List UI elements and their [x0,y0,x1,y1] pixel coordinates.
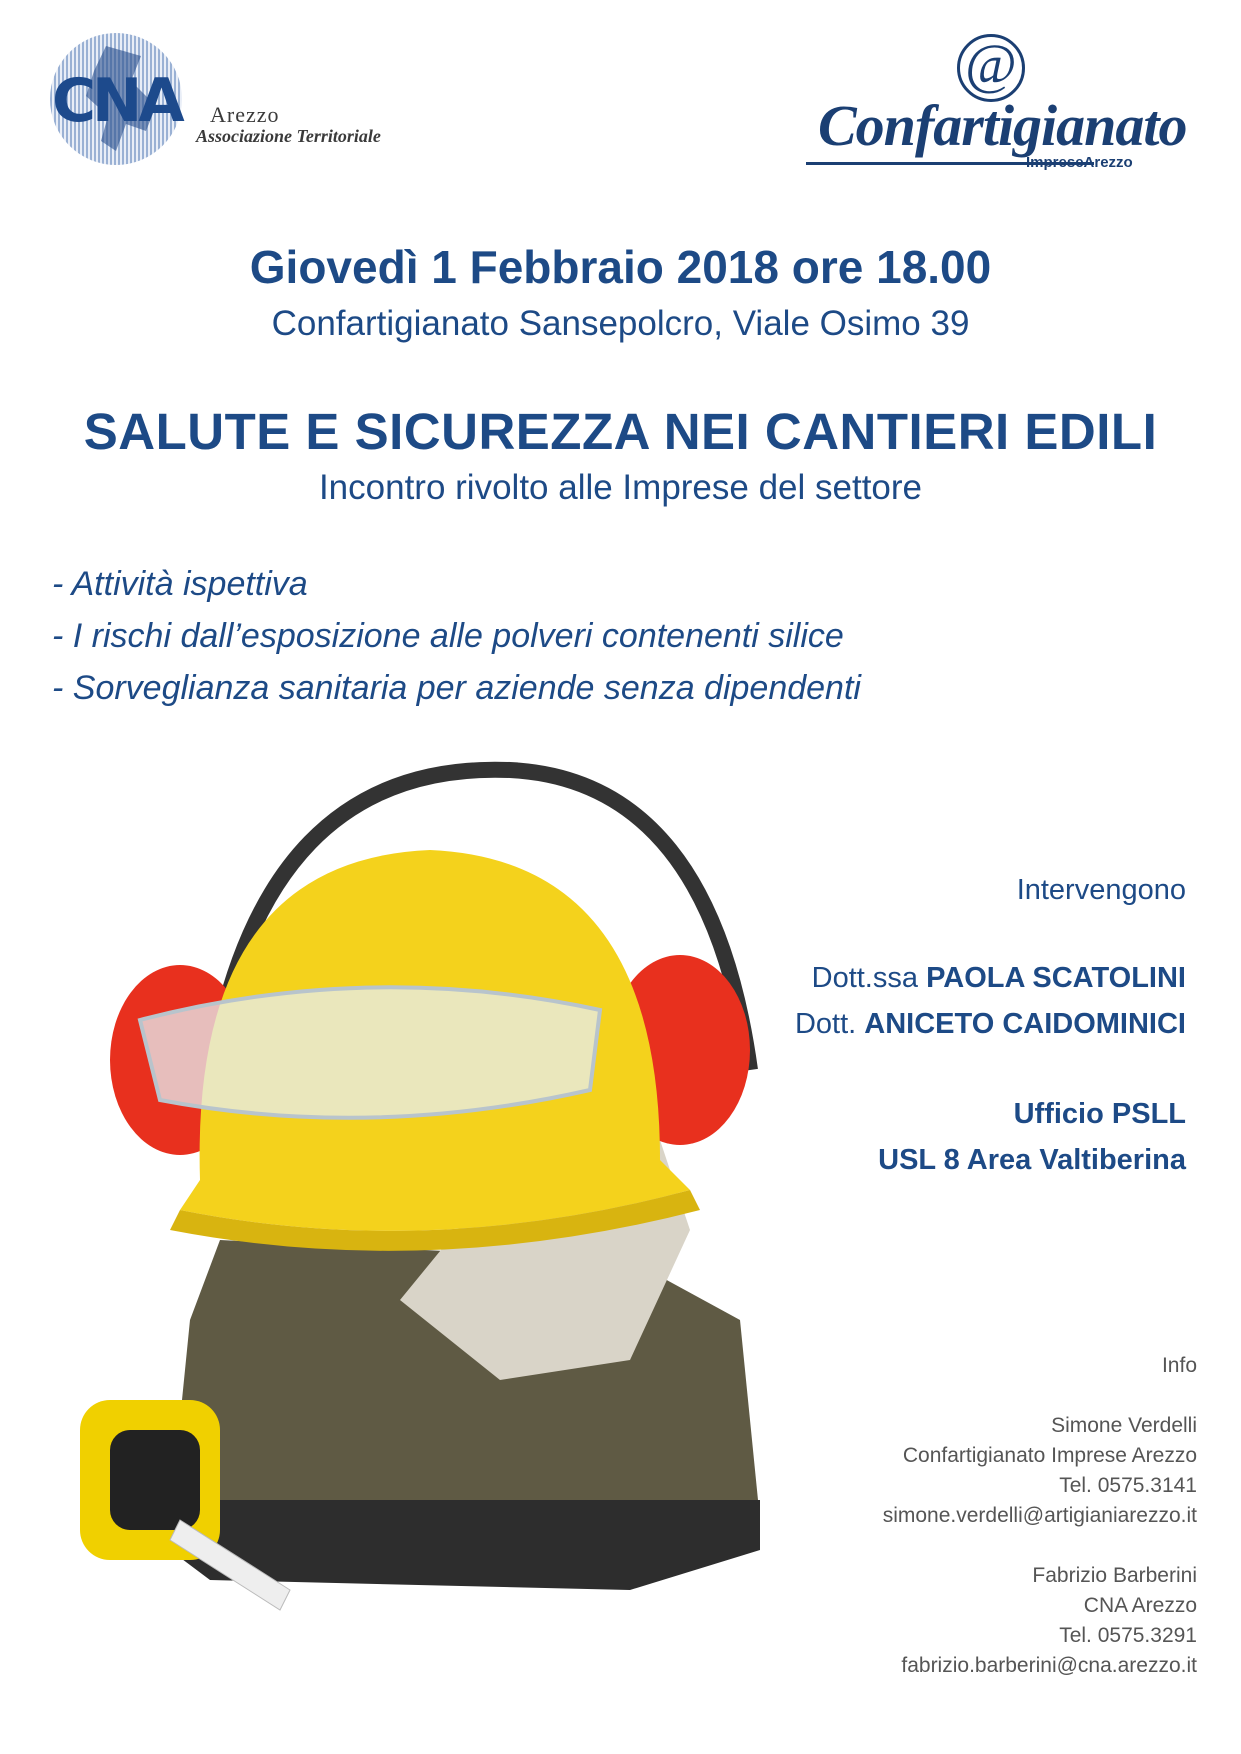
contact-phone: Tel. 0575.3291 [1059,1624,1197,1647]
contact-org: CNA Arezzo [1083,1594,1197,1617]
confartigianato-wordmark: Confartigianato [818,93,1187,158]
contact-name: Simone Verdelli [1051,1414,1197,1437]
event-venue: Confartigianato Sansepolcro, Viale Osimo 39 [271,304,970,343]
event-title: SALUTE E SICUREZZA NEI CANTIERI EDILI [83,403,1158,460]
confartigianato-logo [800,22,1200,182]
safety-equipment-image [70,760,810,1640]
confartigianato-subtitle: ImpreseArezzo [1026,154,1133,171]
event-date: Giovedì 1 Febbraio 2018 ore 18.00 [249,241,992,293]
speaker-name: ANICETO CAIDOMINICI [864,1008,1186,1040]
speaker-name: PAOLA SCATOLINI [926,962,1186,994]
contact-email[interactable]: fabrizio.barberini@cna.arezzo.it [901,1654,1197,1677]
cna-wordmark: CNA [52,66,181,136]
contact-phone: Tel. 0575.3141 [1059,1474,1197,1497]
speaker [812,962,1186,995]
at-sign-icon: @ [957,34,1025,102]
cna-association: Associazione Territoriale [196,126,381,146]
cna-city: Arezzo [210,102,280,127]
speaker-title: Dott.ssa [811,962,927,994]
office-area: USL 8 Area Valtiberina [878,1144,1186,1176]
topic-list [52,558,861,714]
cna-logo [46,26,426,176]
tape-measure-grip [110,1430,200,1530]
topic-item: - I rischi dall’esposizione alle polveri contenenti silice [52,617,844,655]
office-name: Ufficio PSLL [1013,1098,1186,1130]
speaker [795,1008,1186,1041]
topic-item: - Sorveglianza sanitaria per aziende senza dipendenti [52,669,861,707]
info-heading: Info [1161,1354,1197,1377]
speakers-heading: Intervengono [1016,874,1186,906]
event-subtitle: Incontro rivolto alle Imprese del settore [318,468,923,507]
contact-name: Fabrizio Barberini [1032,1564,1197,1587]
speaker-title: Dott. [794,1008,865,1040]
contact-email[interactable]: simone.verdelli@artigianiarezzo.it [882,1504,1197,1527]
topic-item: - Attività ispettiva [52,565,308,603]
safety-goggles [140,987,600,1118]
contact-org: Confartigianato Imprese Arezzo [902,1444,1197,1467]
